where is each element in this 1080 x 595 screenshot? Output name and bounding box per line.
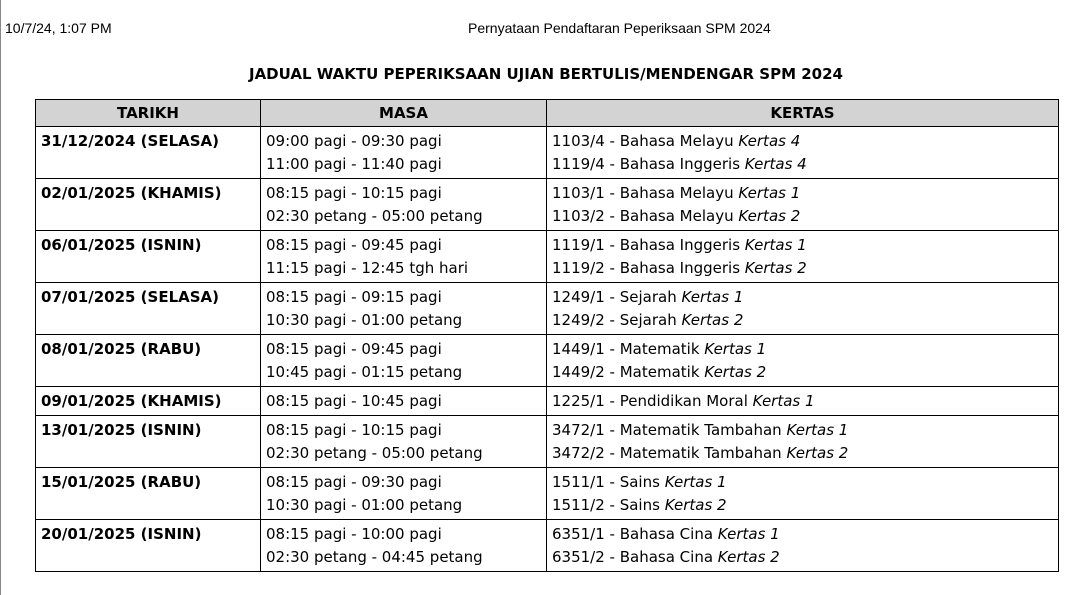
table-row: [36, 127, 1059, 179]
column-header-tarikh: TARIKH: [36, 100, 261, 127]
paper-entry: [552, 338, 1053, 361]
cell-kertas: [547, 520, 1059, 572]
table-row: [36, 520, 1059, 572]
time-slot: 10:30 pagi - 01:00 petang: [266, 496, 463, 514]
document-title: JADUAL WAKTU PEPERIKSAAN UJIAN BERTULIS/MENDENGAR SPM 2024: [248, 65, 843, 83]
cell-kertas: [547, 283, 1059, 335]
cell-tarikh: 09/01/2025 (KHAMIS): [36, 387, 261, 416]
paper-label: Kertas 1: [744, 236, 807, 254]
print-datetime: 10/7/24, 1:07 PM: [5, 20, 112, 36]
cell-kertas: [547, 416, 1059, 468]
paper-code: 1103/2 - Bahasa Melayu: [552, 207, 739, 225]
table-row: [36, 283, 1059, 335]
paper-entry: [552, 390, 1053, 413]
time-slot: 08:15 pagi - 09:15 pagi: [266, 288, 442, 306]
paper-code: 6351/2 - Bahasa Cina: [552, 548, 718, 566]
time-slot: 02:30 petang - 04:45 petang: [266, 548, 483, 566]
paper-entry: [552, 442, 1053, 465]
cell-tarikh: 07/01/2025 (SELASA): [36, 283, 261, 335]
cell-tarikh: 20/01/2025 (ISNIN): [36, 520, 261, 572]
paper-label: Kertas 2: [738, 207, 801, 225]
time-slot: 10:45 pagi - 01:15 petang: [266, 363, 463, 381]
time-slot: 11:15 pagi - 12:45 tgh hari: [266, 259, 469, 277]
time-slot: 08:15 pagi - 09:45 pagi: [266, 236, 442, 254]
paper-code: 6351/1 - Bahasa Cina: [552, 525, 718, 543]
paper-entry: [552, 471, 1053, 494]
paper-label: Kertas 2: [717, 548, 780, 566]
paper-code: 1119/1 - Bahasa Inggeris: [552, 236, 745, 254]
cell-masa: [261, 127, 547, 179]
paper-label: Kertas 2: [786, 444, 849, 462]
exam-schedule-table: [35, 99, 1059, 572]
paper-code: 1103/1 - Bahasa Melayu: [552, 184, 739, 202]
table-header-row: [36, 100, 1059, 127]
paper-entry: [552, 234, 1053, 257]
paper-label: Kertas 1: [681, 288, 744, 306]
paper-code: 1119/4 - Bahasa Inggeris: [552, 155, 745, 173]
paper-label: Kertas 2: [664, 496, 727, 514]
cell-tarikh: 08/01/2025 (RABU): [36, 335, 261, 387]
paper-label: Kertas 1: [664, 473, 727, 491]
cell-masa: [261, 335, 547, 387]
paper-code: 3472/2 - Matematik Tambahan: [552, 444, 787, 462]
paper-code: 1511/2 - Sains: [552, 496, 665, 514]
time-slot: 08:15 pagi - 10:45 pagi: [266, 392, 442, 410]
paper-label: Kertas 4: [744, 155, 807, 173]
cell-tarikh: 31/12/2024 (SELASA): [36, 127, 261, 179]
cell-kertas: [547, 231, 1059, 283]
time-slot: 02:30 petang - 05:00 petang: [266, 207, 483, 225]
time-slot: 10:30 pagi - 01:00 petang: [266, 311, 463, 329]
cell-tarikh: 15/01/2025 (RABU): [36, 468, 261, 520]
paper-code: 1103/4 - Bahasa Melayu: [552, 132, 739, 150]
table-row: [36, 416, 1059, 468]
paper-entry: [552, 286, 1053, 309]
time-slot: 08:15 pagi - 10:15 pagi: [266, 421, 442, 439]
paper-code: 1249/1 - Sejarah: [552, 288, 682, 306]
cell-kertas: [547, 179, 1059, 231]
paper-code: 3472/1 - Matematik Tambahan: [552, 421, 787, 439]
paper-entry: [552, 523, 1053, 546]
cell-kertas: [547, 468, 1059, 520]
table-body: [36, 127, 1059, 572]
paper-label: Kertas 1: [717, 525, 780, 543]
paper-label: Kertas 2: [681, 311, 744, 329]
cell-masa: [261, 387, 547, 416]
time-slot: 08:15 pagi - 09:45 pagi: [266, 340, 442, 358]
cell-tarikh: 02/01/2025 (KHAMIS): [36, 179, 261, 231]
cell-masa: [261, 283, 547, 335]
cell-kertas: [547, 387, 1059, 416]
paper-code: 1511/1 - Sains: [552, 473, 665, 491]
cell-masa: [261, 179, 547, 231]
paper-code: 1119/2 - Bahasa Inggeris: [552, 259, 745, 277]
table-row: [36, 387, 1059, 416]
paper-label: Kertas 4: [738, 132, 801, 150]
cell-masa: [261, 468, 547, 520]
paper-code: 1249/2 - Sejarah: [552, 311, 682, 329]
table-row: [36, 231, 1059, 283]
time-slot: 08:15 pagi - 10:15 pagi: [266, 184, 442, 202]
paper-entry: [552, 419, 1053, 442]
paper-entry: [552, 182, 1053, 205]
cell-masa: [261, 231, 547, 283]
paper-code: 1225/1 - Pendidikan Moral: [552, 392, 753, 410]
column-header-masa: MASA: [261, 100, 547, 127]
cell-masa: [261, 520, 547, 572]
time-slot: 09:00 pagi - 09:30 pagi: [266, 132, 442, 150]
paper-entry: [552, 153, 1053, 176]
paper-entry: [552, 361, 1053, 384]
time-slot: 08:15 pagi - 10:00 pagi: [266, 525, 442, 543]
paper-entry: [552, 546, 1053, 569]
paper-entry: [552, 494, 1053, 517]
table-row: [36, 468, 1059, 520]
paper-entry: [552, 130, 1053, 153]
paper-label: Kertas 1: [704, 340, 767, 358]
time-slot: 02:30 petang - 05:00 petang: [266, 444, 483, 462]
paper-label: Kertas 1: [738, 184, 801, 202]
time-slot: 08:15 pagi - 09:30 pagi: [266, 473, 442, 491]
cell-kertas: [547, 127, 1059, 179]
time-slot: 11:00 pagi - 11:40 pagi: [266, 155, 442, 173]
paper-label: Kertas 1: [786, 421, 849, 439]
table-row: [36, 179, 1059, 231]
paper-entry: [552, 205, 1053, 228]
paper-entry: [552, 309, 1053, 332]
column-header-kertas: KERTAS: [547, 100, 1059, 127]
cell-tarikh: 13/01/2025 (ISNIN): [36, 416, 261, 468]
cell-kertas: [547, 335, 1059, 387]
paper-code: 1449/2 - Matematik: [552, 363, 705, 381]
paper-entry: [552, 257, 1053, 280]
cell-tarikh: 06/01/2025 (ISNIN): [36, 231, 261, 283]
cell-masa: [261, 416, 547, 468]
paper-label: Kertas 2: [744, 259, 807, 277]
table-row: [36, 335, 1059, 387]
paper-code: 1449/1 - Matematik: [552, 340, 705, 358]
print-header-title: Pernyataan Pendaftaran Peperiksaan SPM 2024: [468, 20, 771, 36]
paper-label: Kertas 1: [752, 392, 815, 410]
paper-label: Kertas 2: [704, 363, 767, 381]
